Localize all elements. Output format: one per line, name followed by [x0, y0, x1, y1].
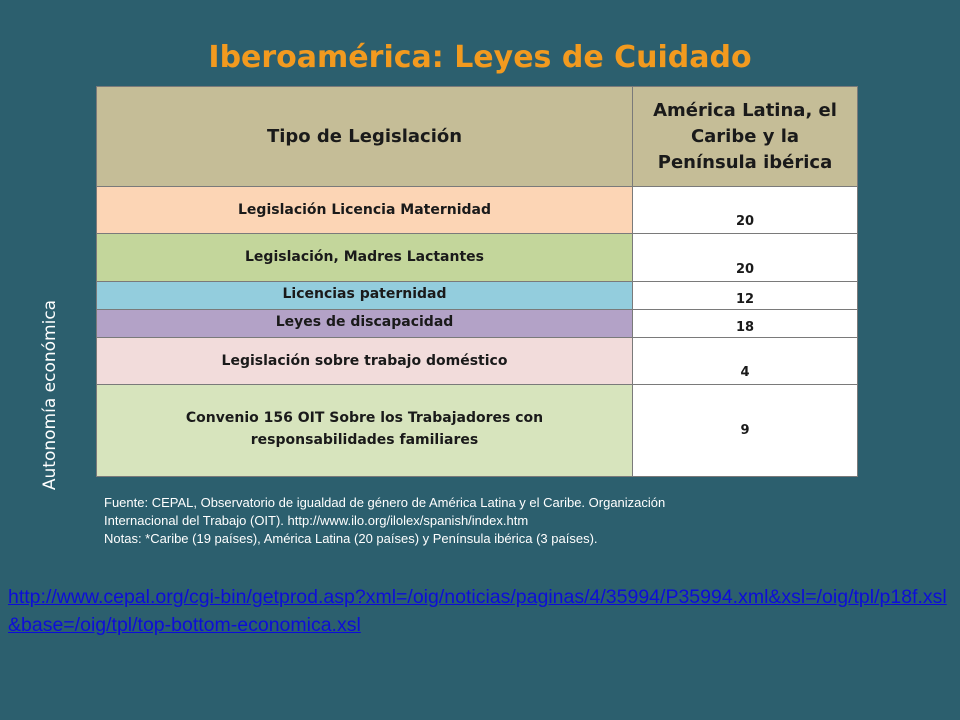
row-value: 9: [633, 385, 858, 477]
row-value: 4: [633, 338, 858, 385]
source-line: Internacional del Trabajo (OIT). http://www.ilo.org/ilolex/spanish/index.htm: [104, 513, 529, 528]
row-label: Licencias paternidad: [97, 282, 633, 310]
table-row: [97, 338, 858, 385]
legislation-table: [96, 86, 858, 477]
row-value: 20: [633, 187, 858, 234]
row-label: Legislación, Madres Lactantes: [97, 234, 633, 282]
source-line: Fuente: CEPAL, Observatorio de igualdad de género de América Latina y el Caribe. Organización: [104, 495, 666, 510]
table-row: [97, 234, 858, 282]
side-label: Autonomía económica: [40, 299, 60, 491]
table-row: [97, 385, 858, 477]
row-label: Legislación Licencia Maternidad: [97, 187, 633, 234]
row-label: Leyes de discapacidad: [97, 310, 633, 338]
slide-title: Iberoamérica: Leyes de Cuidado: [208, 40, 752, 75]
table-row: [97, 187, 858, 234]
header-region: América Latina, el Caribe y la Península ibérica: [633, 87, 858, 187]
table-row: [97, 282, 858, 310]
notes-line: Notas: *Caribe (19 países), América Latina (20 países) y Península ibérica (3 países).: [104, 531, 598, 546]
source-notes: [104, 494, 864, 548]
table-header-row: [97, 87, 858, 187]
header-tipo: Tipo de Legislación: [97, 87, 633, 187]
table-row: [97, 310, 858, 338]
cepal-link[interactable]: http://www.cepal.org/cgi-bin/getprod.asp?xml=/oig/noticias/paginas/4/35994/P35994.xml&xsl=/oig/tpl/p18f.xsl&base=/oig/tpl/top-bottom-economica.xsl: [8, 586, 947, 636]
row-label: Convenio 156 OIT Sobre los Trabajadores con responsabilidades familiares: [97, 385, 633, 477]
row-value: 18: [633, 310, 858, 338]
row-value: 20: [633, 234, 858, 282]
row-label: Legislación sobre trabajo doméstico: [97, 338, 633, 385]
row-value: 12: [633, 282, 858, 310]
